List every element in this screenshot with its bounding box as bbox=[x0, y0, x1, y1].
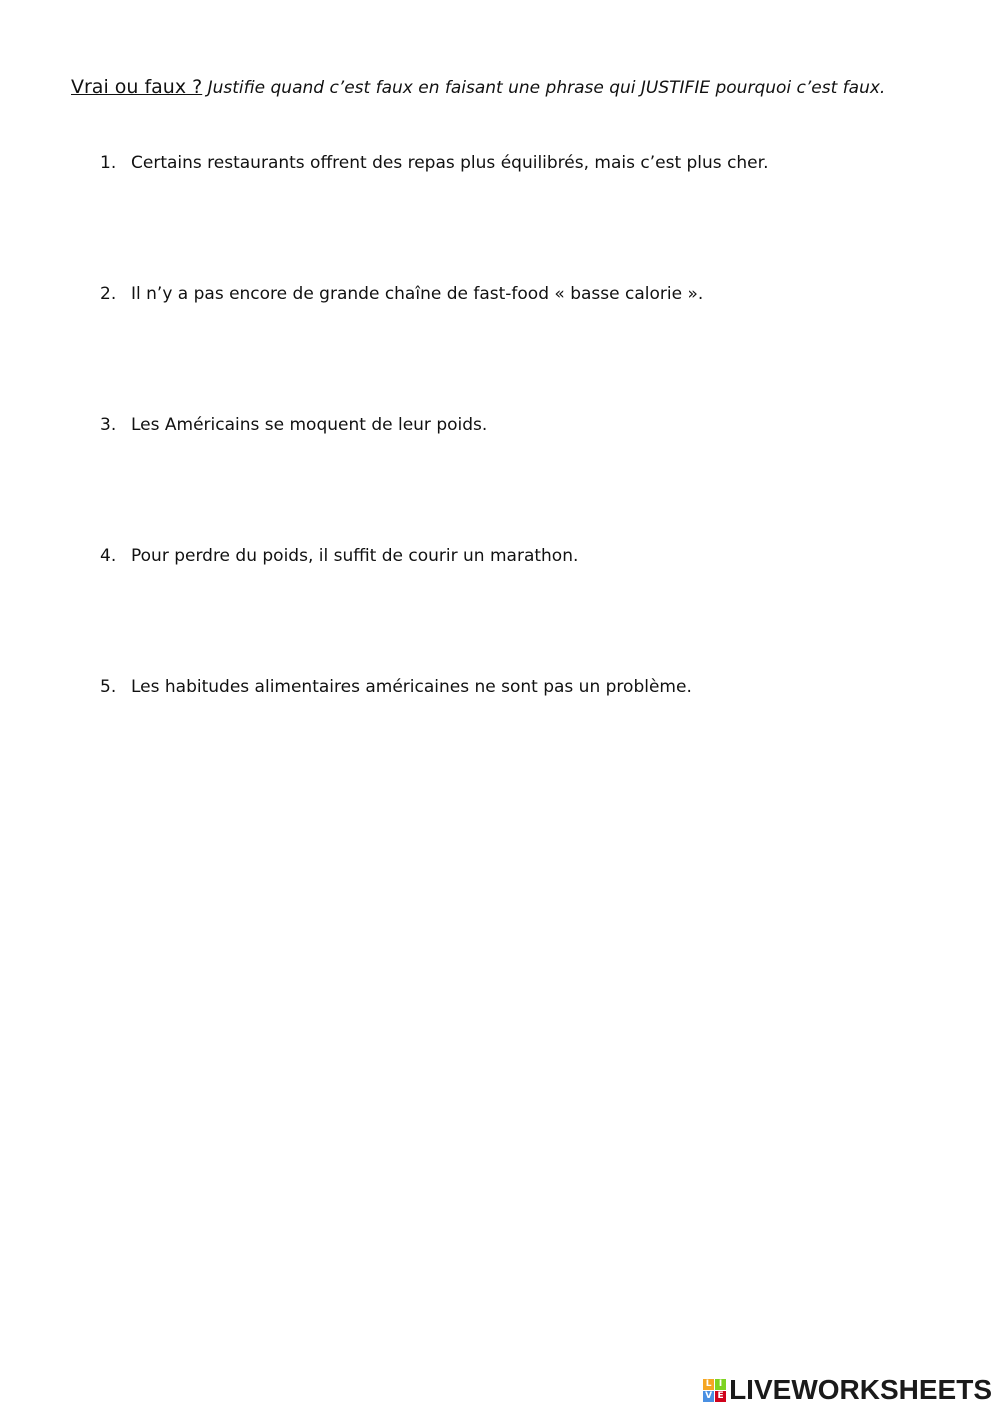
liveworksheets-logo[interactable] bbox=[703, 1375, 992, 1405]
question-item bbox=[100, 147, 960, 278]
question-number: 3. bbox=[100, 415, 117, 435]
logo-mark-i: I bbox=[715, 1379, 726, 1390]
question-list bbox=[100, 147, 960, 802]
logo-text: LIVEWORKSHEETS bbox=[729, 1374, 992, 1405]
question-item bbox=[100, 671, 960, 802]
logo-mark-l: L bbox=[703, 1379, 714, 1390]
instruction bbox=[71, 70, 931, 106]
question-text: Les habitudes alimentaires américaines ne sont pas un problème. bbox=[131, 677, 692, 697]
question-item bbox=[100, 409, 960, 540]
logo-mark-icon bbox=[703, 1379, 726, 1402]
question-item bbox=[100, 540, 960, 671]
question-text: Les Américains se moquent de leur poids. bbox=[131, 415, 488, 435]
question-item bbox=[100, 278, 960, 409]
question-text: Il n’y a pas encore de grande chaîne de fast-food « basse calorie ». bbox=[131, 284, 704, 304]
instruction-hint: Justifie quand c’est faux en faisant une phrase qui JUSTIFIE pourquoi c’est faux. bbox=[207, 78, 886, 98]
question-number: 5. bbox=[100, 677, 117, 697]
question-number: 4. bbox=[100, 546, 117, 566]
logo-mark-v: V bbox=[703, 1391, 714, 1402]
instruction-title: Vrai ou faux ? bbox=[71, 76, 203, 98]
question-number: 1. bbox=[100, 153, 117, 173]
question-text: Certains restaurants offrent des repas plus équilibrés, mais c’est plus cher. bbox=[131, 153, 769, 173]
question-text: Pour perdre du poids, il suffit de courir un marathon. bbox=[131, 546, 579, 566]
logo-mark-e: E bbox=[715, 1391, 726, 1402]
question-number: 2. bbox=[100, 284, 117, 304]
